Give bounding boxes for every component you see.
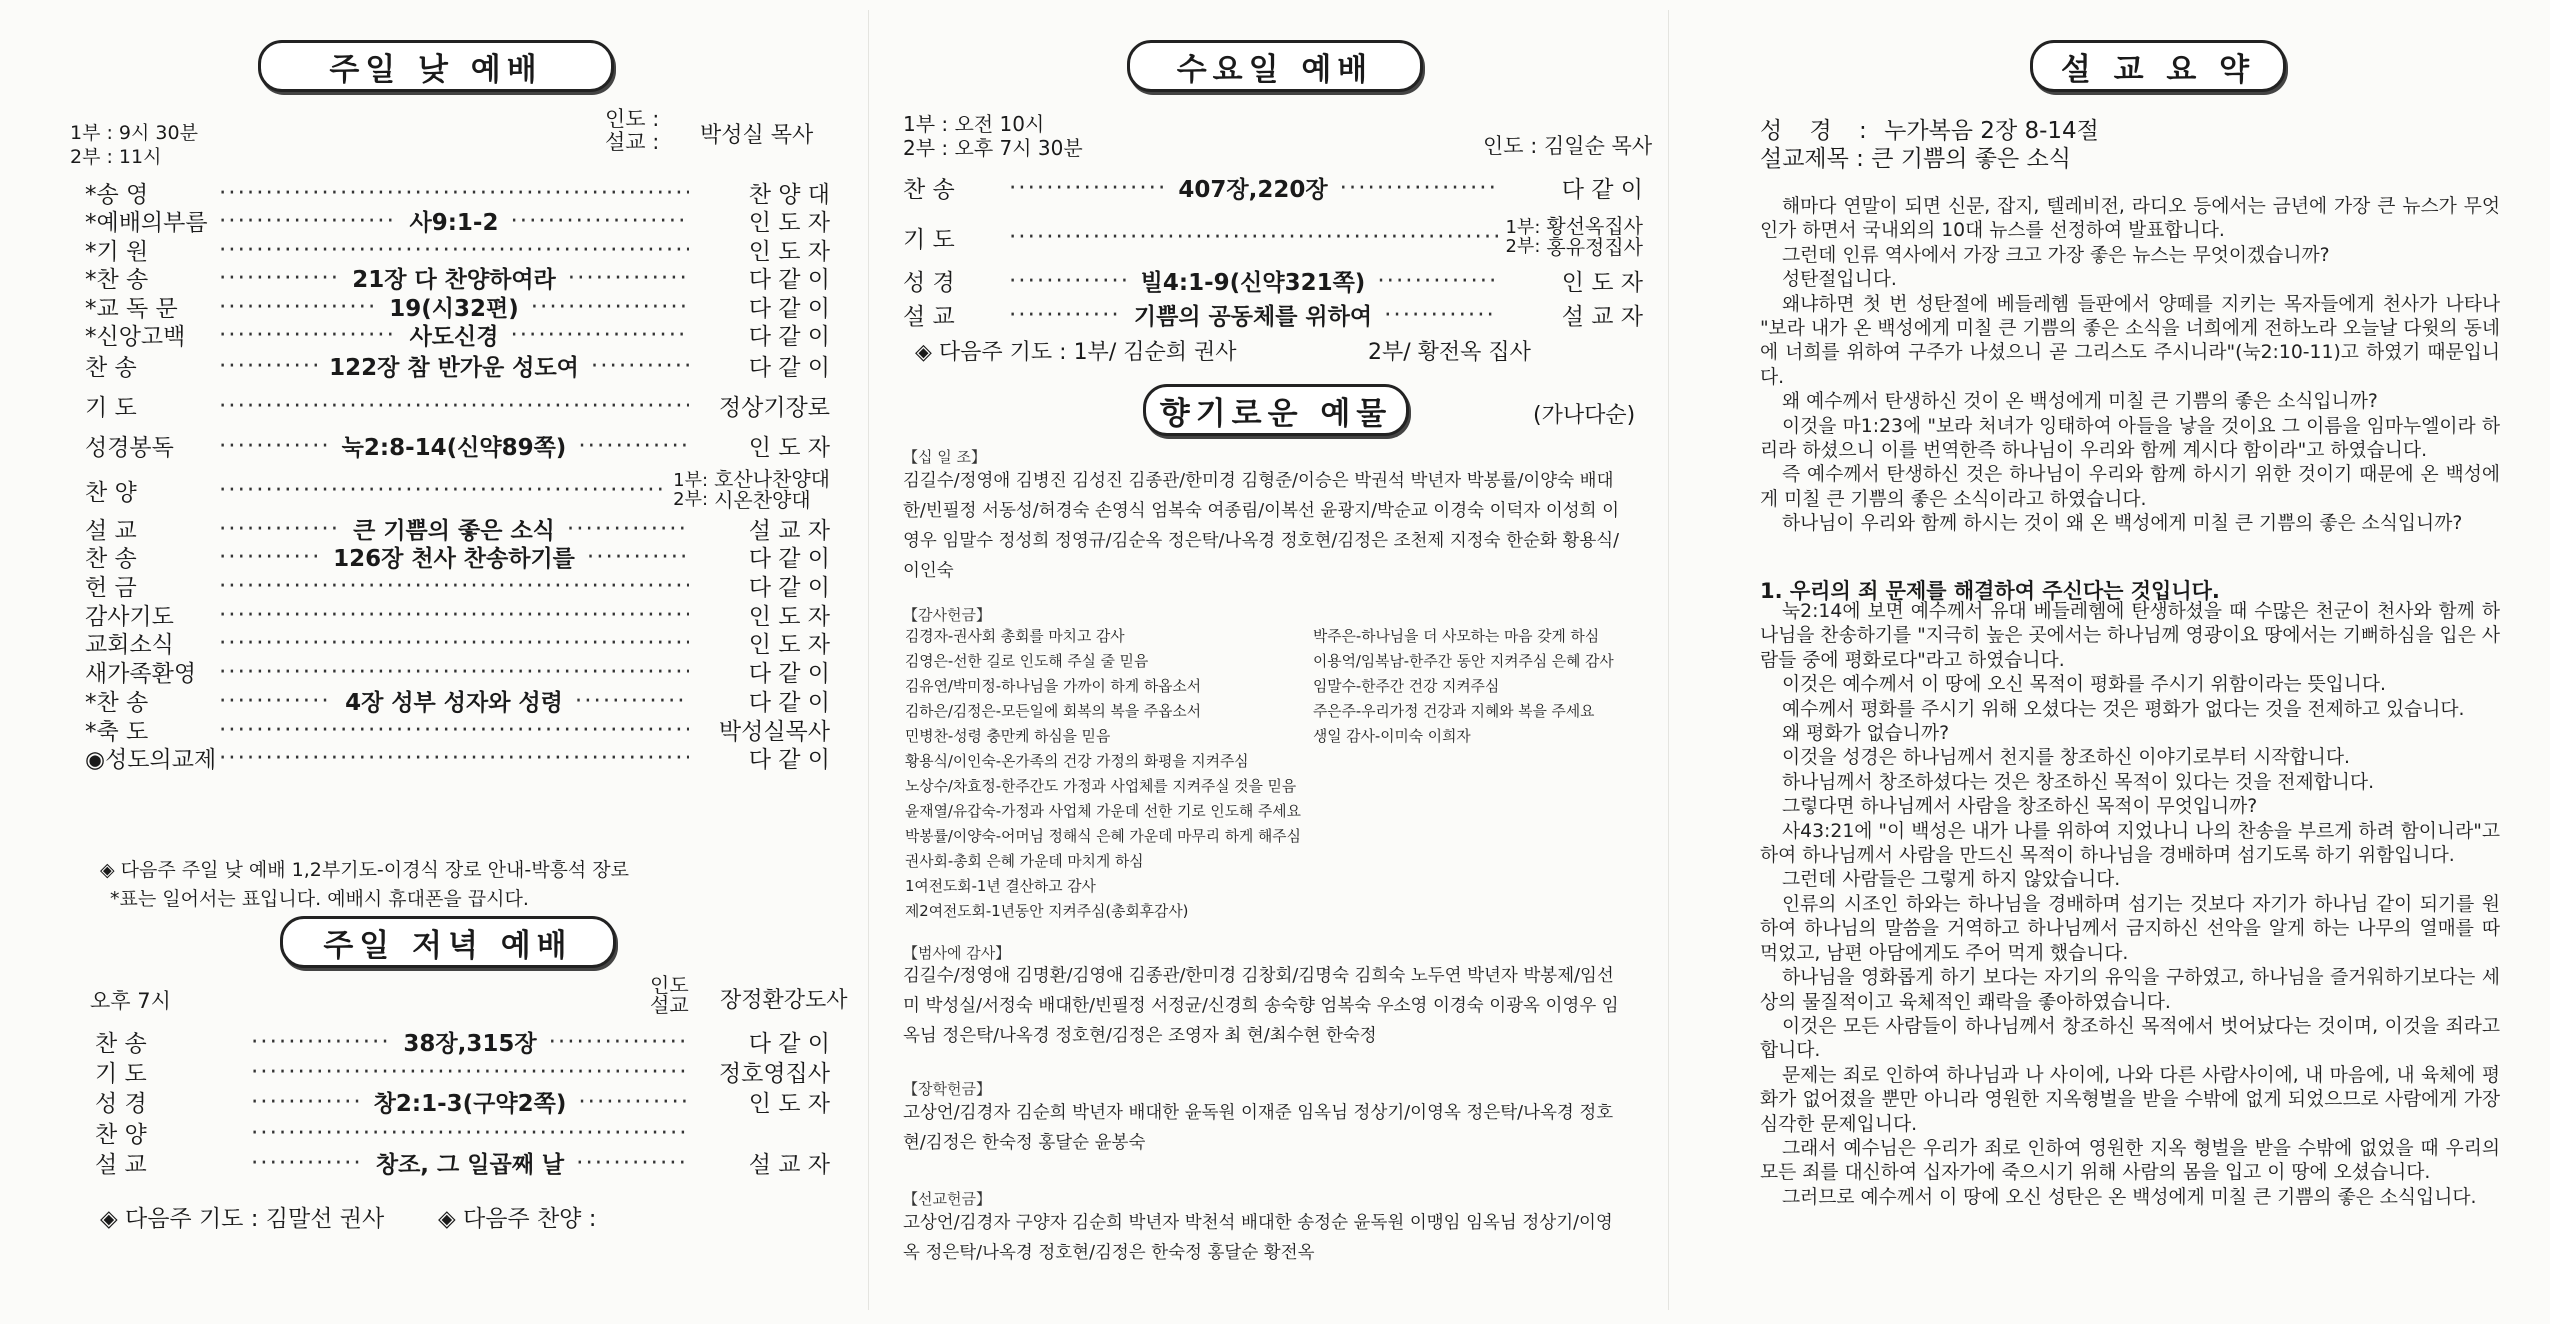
order-label: 새가족환영 — [85, 661, 197, 687]
sermon-paragraph: 이것은 예수께서 이 땅에 오신 목적이 평화를 주시기 위함이라는 뜻입니다. — [1782, 674, 2386, 696]
thanks-item: 김하은/김정은-모든일에 회복의 복을 주옵소서 — [905, 703, 1202, 720]
order-row — [85, 429, 830, 462]
leader-dots — [578, 1089, 689, 1115]
sermon-paragraph: 그러므로 예수께서 이 땅에 오신 성탄은 온 백성에게 미칠 큰 기쁨의 좋은 소식입니다. — [1782, 1186, 2477, 1208]
order-label: 기 도 — [903, 226, 955, 253]
order-label: 성 경 — [95, 1091, 147, 1117]
part-labels — [1505, 218, 1540, 256]
wednesday-service-heading — [1127, 40, 1423, 92]
order-label: *기 원 — [85, 239, 149, 265]
sermon-paragraph: 인류의 시조인 하와는 하나님을 경배하며 섬기는 것보다 자기가 하나님 같이 되기를 원하여 하나님의 말씀을 거역하고 하나님께서 금지하신 선악을 알게 하는 나무의 열매를 따 먹었고, 남편 아담에게도 주어 먹게 했습니다. — [1760, 893, 2500, 964]
order-row — [85, 349, 830, 382]
leader-dots — [219, 659, 689, 685]
leader-dots — [1009, 268, 1129, 294]
leader-dots — [1009, 224, 1499, 250]
order-performer: 다 같 이 — [748, 661, 830, 687]
scholar-tag: 【장학헌금】 — [903, 1080, 991, 1098]
order-row — [95, 1025, 830, 1058]
offerings-title: 향기로운 예물 — [1159, 395, 1393, 432]
part-value: 시온찬양대 — [714, 488, 811, 512]
sermon-paragraph: 즉 예수께서 탄생하신 것은 하나님이 우리와 함께 하시기 위한 것이기 때문에 온 백성에게 미칠 큰 기쁨의 좋은 소식이라고 하였습니다. — [1760, 464, 2500, 510]
thanks-item: 민병찬-성령 충만케 하심을 믿음 — [905, 728, 1111, 745]
sermon-paragraph: 문제는 죄로 인하여 하나님과 나 사이에, 나와 다른 사람사이에, 내 마음에, 내 육체에 평화가 없어졌을 뿐만 아니라 영원한 지옥형벌을 받을 수밖에 없게 되었으므로 사람에게 가장 심각한 문제입니다. — [1760, 1064, 2500, 1135]
order-row — [903, 216, 1643, 258]
sermon-paragraph: 그래서 예수님은 우리가 죄로 인하여 영원한 지옥 형벌을 받을 수밖에 없었을 때 우리의 모든 죄를 대신하여 십자가에 죽으시기 위해 사람의 몸을 입고 이 땅에 오셨습니다. — [1760, 1137, 2500, 1184]
order-performer: 다 같 이 — [748, 575, 830, 601]
order-label: 찬 송 — [85, 546, 137, 572]
order-performer: 다 같 이 — [748, 546, 830, 572]
subject-line — [1760, 140, 2071, 173]
order-label: *송 영 — [85, 182, 149, 208]
order-content: 사9:1-2 — [409, 210, 499, 236]
sermon-paragraph: 그런데 사람들은 그렇게 하지 않았습니다. — [1782, 869, 2121, 891]
leader-dots — [251, 1150, 364, 1176]
thanks-right-list — [1313, 624, 1643, 749]
order-row — [85, 318, 830, 351]
order-performer: 박성실목사 — [718, 719, 830, 745]
order-label: 감사기도 — [85, 604, 174, 630]
leader-dots — [587, 544, 689, 570]
sermon-paragraph: 그런데 인류 역사에서 가장 크고 가장 좋은 뉴스는 무엇이겠습니까? — [1782, 244, 2330, 266]
evening-next-prayer: ◈ 다음주 기도 : 김말선 권사 — [100, 1206, 385, 1232]
order-performer: 다 같 이 — [748, 296, 830, 322]
thanks-item: 권사회-총회 은혜 가운데 마치게 하심 — [905, 853, 1144, 870]
leader-dots — [219, 573, 689, 599]
order-content: 4장 성부 성자와 성령 — [345, 690, 563, 716]
leader-dots — [549, 1029, 689, 1055]
leader-dots — [1377, 268, 1497, 294]
order-label: *찬 송 — [85, 267, 149, 293]
wednesday-service-title: 수요일 예배 — [1176, 51, 1374, 88]
order-label: *신앙고백 — [85, 324, 186, 350]
order-label: *찬 송 — [85, 690, 149, 716]
order-row — [903, 298, 1643, 331]
leader-dots — [251, 1029, 391, 1055]
leader-dots — [219, 265, 340, 291]
mission-tag: 【선교헌금】 — [903, 1190, 991, 1208]
leader-dots — [219, 477, 667, 503]
offerings-order-note: (가나다순) — [1533, 403, 1636, 428]
order-performer: 다 같 이 — [748, 267, 830, 293]
sunday-time-2: 2부 : 11시 — [70, 146, 162, 168]
order-performer: 인 도 자 — [748, 632, 830, 658]
wednesday-time-2: 2부 : 오후 7시 30분 — [903, 136, 1083, 160]
order-performer: 인 도 자 — [748, 604, 830, 630]
sunday-next-note: ◈ 다음주 주일 낮 예배 1,2부기도-이경식 장로 안내-박흥석 장로 — [100, 859, 629, 881]
thanks-item: 제2여전도회-1년동안 지켜주심(총회후감사) — [905, 903, 1189, 920]
evening-leader-label: 인도 — [650, 973, 689, 997]
column-wednesday — [903, 0, 1653, 1324]
leader-dots — [576, 1150, 689, 1176]
order-content: 126장 천사 찬송하기를 — [333, 546, 575, 572]
part-label: 2부: — [673, 489, 709, 510]
order-label: *축 도 — [85, 719, 149, 745]
mission-names: 고상언/김경자 구양자 김순희 박년자 박천석 배대한 송정순 윤독원 이맹임 임옥님 정상기/이영옥 정은탁/나옥경 정호현/김정은 한숙정 홍달순 황전옥 — [903, 1213, 1613, 1263]
sermon-title: 설 교 요 약 — [2060, 51, 2256, 88]
wednesday-leader: 인도 : 김일순 목사 — [1483, 134, 1653, 158]
thanks-item: 주은주-우리가정 건강과 지혜와 복을 주세요 — [1313, 703, 1595, 720]
sermon-paragraph: 왜냐하면 첫 번 성탄절에 베들레헴 들판에서 양떼를 지키는 목자들에게 천사가 나타나 "보라 내가 온 백성에게 미칠 큰 기쁨의 좋은 소식을 너희에게 전하노라 오늘날 다윗의 동네에 너희를 위하여 구주가 나셨으니 곧 그리스도 주시니라"(눅2:10-11)고 하였기 때문입니다. — [1760, 293, 2500, 388]
sunday-time-1: 1부 : 9시 30분 — [70, 122, 198, 144]
thanks-item: 생일 감사-이미숙 이희자 — [1313, 728, 1471, 745]
order-performer: 인 도 자 — [748, 210, 830, 236]
thanks-item: 박봉률/이양숙-어머님 정해식 은혜 가운데 마무리 하게 해주심 — [905, 828, 1301, 845]
order-content: 창조, 그 일곱째 날 — [375, 1152, 565, 1178]
leader-dots — [531, 294, 689, 320]
order-label: 설 교 — [95, 1152, 147, 1178]
evening-service-title: 주일 저녁 예배 — [323, 927, 573, 964]
order-content: 38장,315장 — [403, 1031, 537, 1057]
order-label: 교회소식 — [85, 632, 174, 658]
order-label: 기 도 — [95, 1061, 147, 1087]
order-row — [85, 389, 830, 422]
order-label: 찬 송 — [95, 1031, 147, 1057]
part-label: 2부: — [1505, 236, 1541, 257]
order-row — [95, 1146, 830, 1179]
wednesday-next-prayer: ◈ 다음주 기도 : 1부/ 김순희 권사 — [915, 340, 1237, 365]
order-label: 헌 금 — [85, 575, 137, 601]
order-label: 찬 양 — [95, 1122, 147, 1148]
order-performer: 다 같 이 — [748, 324, 830, 350]
order-row — [903, 264, 1643, 297]
leader-dots — [219, 393, 689, 419]
leader-dots — [1384, 302, 1497, 328]
thanks-item: 김유연/박미정-하나님을 가까이 하게 하옵소서 — [905, 678, 1202, 695]
order-content: 21장 다 찬양하여라 — [352, 267, 556, 293]
thanks-item: 1여전도회-1년 결산하고 감사 — [905, 878, 1096, 895]
sermon-paragraph: 그렇다면 하나님께서 사람을 창조하신 목적이 무엇입니까? — [1782, 796, 2258, 818]
sermon-paragraph: 왜 예수께서 탄생하신 것이 온 백성에게 미칠 큰 기쁨의 좋은 소식입니까? — [1782, 391, 2378, 413]
leader-dots — [219, 180, 689, 206]
part-label: 1부: — [1505, 217, 1541, 238]
order-label: 설 교 — [85, 518, 137, 544]
thanks-tag: 【감사헌금】 — [903, 606, 991, 624]
sermon-point-1: 1. 우리의 죄 문제를 해결하여 주신다는 것입니다. — [1760, 579, 2220, 603]
column-sermon — [1760, 0, 2500, 1324]
wednesday-time-1: 1부 : 오전 10시 — [903, 112, 1045, 136]
order-performer: 설 교 자 — [748, 518, 830, 544]
leader-dots — [510, 322, 689, 348]
sunday-service-title: 주일 낮 예배 — [329, 51, 543, 88]
leader-dots — [568, 265, 689, 291]
column-divider-1 — [868, 10, 869, 1310]
order-content: 큰 기쁨의 좋은 소식 — [353, 518, 555, 544]
part-value: 황선옥집사 — [1546, 214, 1643, 238]
leader-dots — [1340, 175, 1497, 201]
sermon-paragraph: 이것은 모든 사람들이 하나님께서 창조하신 목적에서 벗어났다는 것이며, 이것을 죄라고 합니다. — [1760, 1015, 2500, 1062]
leader-dots — [578, 433, 689, 459]
leader-dots — [219, 237, 689, 263]
leader-dots — [567, 516, 689, 542]
part-values — [1546, 216, 1643, 258]
order-performer: 인 도 자 — [748, 435, 830, 461]
scripture-value: 누가복음 2장 8-14절 — [1884, 118, 2099, 144]
part-values — [714, 469, 830, 511]
order-performer: 인 도 자 — [1561, 270, 1643, 296]
order-content: 407장,220장 — [1178, 177, 1328, 203]
order-content: 122장 참 반가운 성도여 — [329, 355, 579, 381]
leader-dots — [219, 602, 689, 628]
sermon-paragraph: 하나님을 영화롭게 하기 보다는 자기의 유익을 구하였고, 하나님을 즐거워하기보다는 세상의 물질적이고 육체적인 쾌락을 좋아하였습니다. — [1760, 967, 2500, 1013]
column-divider-2 — [1668, 10, 1669, 1310]
evening-leader-labels — [650, 975, 689, 1015]
sermon-paragraph: 성탄절입니다. — [1782, 269, 1897, 291]
tithe-names: 김길수/정영애 김병진 김성진 김종관/한미경 김형준/이승은 박권석 박년자 박봉률/이양숙 배대한/빈필정 서동성/허경숙 손영식 엄복숙 여종림/이복선 윤광지/박순교 이경숙 이덕자 이성희 이영우 임말수 정성희 정영규/김순옥 정은탁/나옥경 정호현/김정은 조천제 지정숙 한순화 황용식/이인숙 — [903, 471, 1620, 581]
leader-dots — [219, 688, 333, 714]
order-performer: 설 교 자 — [748, 1152, 831, 1178]
sermon-paragraph: 이것을 성경은 하나님께서 천지를 창조하신 이야기로부터 시작합니다. — [1782, 747, 2350, 769]
leader-dots — [219, 717, 689, 743]
wednesday-next-prayer-2: 2부/ 황전옥 집사 — [1368, 340, 1531, 365]
leader-dots — [575, 688, 689, 714]
sermon-paragraph: 사43:21에 "이 백성은 내가 나를 위하여 지었나니 나의 찬송을 부르게 하려 함이니라"고 하여 하나님께서 사람을 만드신 목적이 하나님을 경배하며 섬기도록 하기 위함입니다. — [1760, 820, 2500, 867]
pastor-tag: 【범사에 감사】 — [903, 944, 1011, 962]
order-performer: 다 같 이 — [748, 1031, 830, 1057]
tithe-tag: 【십 일 조】 — [903, 448, 987, 466]
sermon-paragraph: 예수께서 평화를 주시기 위해 오셨다는 것은 평화가 없다는 것을 전제하고 있습니다. — [1782, 698, 2465, 720]
leader-dots — [219, 433, 330, 459]
order-performer: 다 같 이 — [1561, 177, 1643, 203]
order-performer: 다 같 이 — [748, 747, 830, 773]
order-content: 눅2:8-14(신약89쪽) — [341, 435, 567, 461]
order-performer: 인 도 자 — [748, 239, 830, 265]
order-label: ◉성도의교제 — [85, 747, 217, 773]
sermon-paragraph: 왜 평화가 없습니까? — [1782, 723, 1950, 745]
order-content: 기쁨의 공동체를 위하여 — [1133, 304, 1373, 330]
preacher-label: 설교 : — [605, 130, 660, 154]
leader-dots — [219, 630, 689, 656]
leader-dots — [219, 745, 689, 771]
scholar-names: 고상언/김경자 김순희 박년자 배대한 윤독원 이재준 임옥님 정상기/이영옥 정은탁/나옥경 정호현/김정은 한숙정 홍달순 윤봉숙 — [903, 1103, 1614, 1153]
leader-dots — [219, 353, 317, 379]
thanks-item: 윤재열/유갑숙-가정과 사업체 가운데 선한 기로 인도해 주세요 — [905, 803, 1301, 820]
sermon-paragraphs — [1760, 195, 2500, 537]
evening-time: 오후 7시 — [90, 989, 171, 1013]
leader-dots — [219, 322, 398, 348]
leader-dots — [591, 353, 689, 379]
order-performer: 인 도 자 — [748, 1091, 830, 1117]
evening-leader: 장정환강도사 — [720, 988, 848, 1013]
leader-dots — [219, 294, 377, 320]
sunday-leader-labels — [605, 108, 659, 154]
order-row — [85, 741, 830, 774]
offerings-heading — [1143, 384, 1409, 436]
order-performer: 찬 양 대 — [748, 182, 830, 208]
evening-service-heading — [280, 916, 616, 968]
evening-preacher-label: 설교 — [650, 993, 689, 1017]
leader-dots — [1009, 175, 1166, 201]
order-label: 성 경 — [903, 270, 955, 296]
split-performer — [1505, 216, 1643, 258]
part-value: 호산나찬양대 — [714, 467, 830, 491]
sermon-paragraph: 해마다 연말이 되면 신문, 잡지, 텔레비전, 라디오 등에서는 금년에 가장 큰 뉴스가 무엇인가 하면서 국내외의 10대 뉴스를 선정하여 발표합니다. — [1760, 196, 2500, 242]
leader-dots — [251, 1120, 689, 1146]
order-label: 찬 양 — [85, 479, 137, 506]
order-label: 찬 송 — [903, 177, 955, 203]
part-label: 1부: — [673, 470, 709, 491]
split-performer — [673, 469, 830, 511]
subject-value: 큰 기쁨의 좋은 소식 — [1871, 146, 2071, 172]
leader-dots — [251, 1059, 689, 1085]
evening-next-praise: ◈ 다음주 찬양 : — [438, 1206, 597, 1232]
order-label: *예배의부름 — [85, 210, 208, 236]
order-label: 성경봉독 — [85, 435, 174, 461]
order-performer: 다 같 이 — [748, 355, 830, 381]
order-performer: 정호영집사 — [718, 1061, 830, 1087]
leader-dots — [219, 208, 398, 234]
leader-dots — [219, 516, 341, 542]
order-performer: 정상기장로 — [718, 395, 830, 421]
leader-dots — [510, 208, 689, 234]
order-performer: 다 같 이 — [748, 690, 830, 716]
sermon-paragraph: 이것을 마1:23에 "보라 처녀가 잉태하여 아들을 낳을 것이요 그 이름을 임마누엘이라 하리라 하셨으니 이를 번역한즉 하나님이 우리와 함께 계시다 함이라"고 하였습니다. — [1760, 415, 2500, 462]
order-performer: 설 교 자 — [1561, 304, 1643, 330]
sermon-paragraph: 하나님께서 창조하셨다는 것은 창조하신 목적이 있다는 것을 전제합니다. — [1782, 771, 2375, 793]
order-label: *교 독 문 — [85, 296, 178, 322]
order-content: 창2:1-3(구약2쪽) — [373, 1091, 567, 1117]
sermon-paragraphs — [1760, 600, 2500, 1210]
thanks-left-list — [905, 624, 1325, 924]
scripture-label: 성 경 : — [1760, 118, 1877, 144]
leader-label: 인도 : — [605, 107, 660, 131]
order-row — [95, 1116, 830, 1149]
order-row — [95, 1085, 830, 1118]
order-row — [85, 469, 830, 511]
sunday-standing-note: *표는 일어서는 표입니다. 예배시 휴대폰을 끕시다. — [110, 888, 529, 910]
order-content: 사도신경 — [409, 324, 499, 350]
order-label: 설 교 — [903, 304, 955, 330]
thanks-item: 노상수/차효정-한주간도 가정과 사업체를 지켜주실 것을 믿음 — [905, 778, 1297, 795]
order-label: 찬 송 — [85, 355, 137, 381]
sermon-paragraph: 하나님이 우리와 함께 하시는 것이 왜 온 백성에게 미칠 큰 기쁨의 좋은 소식입니까? — [1782, 513, 2463, 535]
leader-dots — [251, 1089, 362, 1115]
subject-label: 설교제목 : — [1760, 146, 1864, 172]
sunday-service-heading — [258, 40, 614, 92]
order-row — [903, 171, 1643, 204]
thanks-item: 김영은-선한 길로 인도해 주실 줄 믿음 — [905, 653, 1149, 670]
column-sunday — [70, 0, 848, 1324]
thanks-item: 박주은-하나님을 더 사모하는 마음 갖게 하심 — [1313, 628, 1600, 645]
order-content: 빌4:1-9(신약321쪽) — [1140, 270, 1366, 296]
order-row — [95, 1055, 830, 1088]
leader-dots — [1009, 302, 1122, 328]
leader-dots — [219, 544, 321, 570]
pastor-names: 김길수/정영애 김명환/김영애 김종관/한미경 김창회/김명숙 김희숙 노두연 박년자 박봉제/임선미 박성실/서정숙 배대한/빈필정 서정균/신경희 송숙향 엄복숙 우소영 이경숙 이광옥 이영우 임옥님 정은탁/나옥경 정호현/김정은 조영자 최 현/최수현 한숙정 — [903, 966, 1619, 1046]
thanks-item: 황용식/이인숙-온가족의 건강 가정의 화평을 지켜주심 — [905, 753, 1249, 770]
thanks-item: 임말수-한주간 건강 지켜주심 — [1313, 678, 1500, 695]
order-label: 기 도 — [85, 395, 137, 421]
part-value: 홍유정집사 — [1546, 235, 1643, 259]
sermon-paragraph: 눅2:14에 보면 예수께서 유대 베들레헴에 탄생하셨을 때 수많은 천군이 천사와 함께 하나님을 찬송하기를 "지극히 높은 곳에서는 하나님께 영광이요 땅에서는 기뻐하심을 입은 사람들 중에 평화로다"라고 하였습니다. — [1760, 601, 2500, 671]
sunday-leader: 박성실 목사 — [700, 123, 814, 148]
part-labels — [673, 471, 708, 509]
order-content: 19(시32편) — [389, 296, 519, 322]
thanks-item: 김경자-권사회 총회를 마치고 감사 — [905, 628, 1125, 645]
thanks-item: 이용억/임복남-한주간 동안 지켜주심 은혜 감사 — [1313, 653, 1614, 670]
sermon-heading — [2030, 40, 2286, 92]
